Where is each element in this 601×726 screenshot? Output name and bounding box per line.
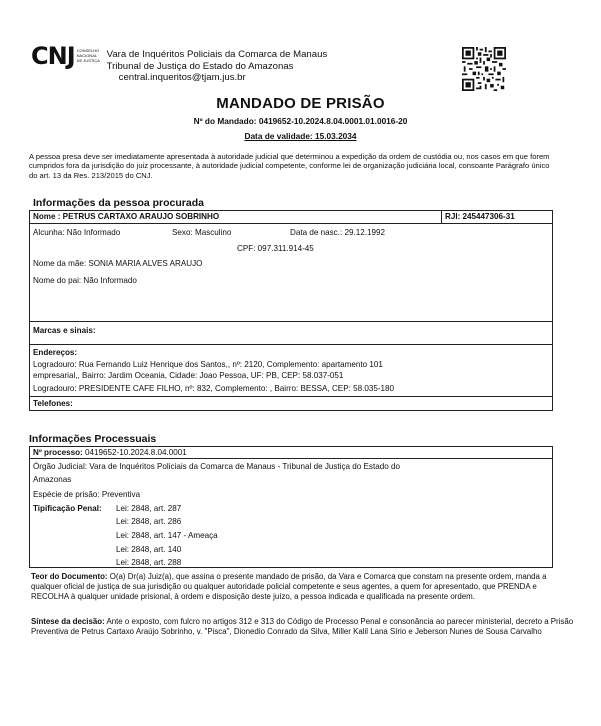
address-line: Logradouro: PRESIDENTE CAFE FILHO, nº: 832, Complemento: , Bairro: BESSA, CEP: 58.035-180 [33,384,395,393]
person-cpf: CPF: 097.311.914-45 [237,244,314,253]
divider [29,458,553,459]
intro-paragraph: A pessoa presa deve ser imediatamente apresentada à autoridade judicial que determinou a expedição da ordem de custódia ou, nos casos em que forem cumpridos fora da jurisdição do juiz processante, à autoridade judicial competente, conforme lei de organização judiciária local, consoante Parágrafo único do art. 13 da Res. 213/2015 do CNJ. [29,152,550,180]
person-rji: RJI: 245447306-31 [445,212,515,221]
rji-divider [441,210,442,223]
qr-code [462,47,506,91]
marks-label: Marcas e sinais: [33,326,96,335]
addresses-label: Endereços: [33,348,78,357]
person-info-box [29,210,553,411]
tipificacao-label: Tipificação Penal: [33,504,102,513]
law-item: Lei: 2848, art. 286 [116,517,182,526]
judicial-organ: Órgão Judicial: Vara de Inquéritos Policiais da Comarca de Manaus - Tribunal de Justiça do Estado do [33,462,400,471]
court-info [107,49,328,84]
cnj-logo [31,42,103,70]
phones-label: Telefones: [33,399,73,408]
divider [29,321,553,322]
prison-type: Espécie de prisão: Preventiva [33,490,141,499]
teor-paragraph: Teor do Documento: O(a) Dr(a) Juiz(a), que assina o presente mandado de prisão, da Vara e Comarca que constam na presente ordem, manda a qualquer oficial de justiça de sua jurisdição ou qualquer autoridade policial competente e seus agentes, a quem for apresentado, que PRENDA e RECOLHA à qualquer unidade prisional, à ordem e disposição deste juízo, a pessoa indicada e qualificada na presente ordem. [31,572,547,601]
sintese-paragraph: Síntese da decisão: Ante o exposto, com fulcro no artigos 312 e 313 do Código de Processo Penal e consonância ao parecer ministerial, decreto a Prisão Preventiva de Petrus Cartaxo Araújo Sobrinho, v. "Pisca", Dionedio Conrado da Silva, Miller Kalil Lana Sírio e Jeberson Nunes de Sousa Carvalho [31,617,574,636]
person-sex: Sexo: Masculino [172,228,232,237]
document-header [31,42,328,84]
tribunal-name: Tribunal de Justiça do Estado do Amazonas [106,60,294,72]
person-name: Nome : PETRUS CARTAXO ARAUJO SOBRINHO [33,212,220,221]
process-number: Nº processo: 0419652-10.2024.8.04.0001 [33,448,187,457]
cnj-logo-mark: CNJ [31,42,75,70]
person-birth-date: Data de nasc.: 29.12.1992 [290,228,385,237]
divider [29,344,553,345]
law-item: Lei: 2848, art. 140 [116,545,182,554]
court-email: central.inqueritos@tjam.jus.br [118,72,246,83]
validity-date: Data de validade: 15.03.2034 [244,131,357,141]
address-line: Logradouro: Rua Fernando Luiz Henrique dos Santos,, nº: 2120, Complemento: apartamento 101 [33,360,383,369]
mandate-number: Nº do Mandado: 0419652-10.2024.8.04.0001.01.0016-20 [193,116,408,126]
person-mother: Nome da mãe: SONIA MARIA ALVES ARAUJO [33,259,203,268]
address-line: empresarial,, Bairro: Jardim Oceania, Cidade: Joao Pessoa, UF: PB, CEP: 58.037-051 [33,371,344,380]
person-alias: Alcunha: Não Informado [33,228,121,237]
divider [29,396,553,397]
person-father: Nome do pai: Não Informado [33,276,137,285]
law-item: Lei: 2848, art. 288 [116,558,182,567]
process-section-title: Informações Processuais [29,433,157,445]
law-item: Lei: 2848, art. 147 - Ameaça [116,531,218,540]
document-title: MANDADO DE PRISÃO [216,95,385,112]
law-item: Lei: 2848, art. 287 [116,504,182,513]
judicial-organ-cont: Amazonas [33,475,72,484]
divider [29,223,553,224]
court-name: Vara de Inquéritos Policiais da Comarca de Manaus [106,49,328,60]
cnj-logo-subtitle: CONSELHO NACIONAL DE JUSTIÇA [76,48,100,63]
person-section-title: Informações da pessoa procurada [33,197,204,209]
